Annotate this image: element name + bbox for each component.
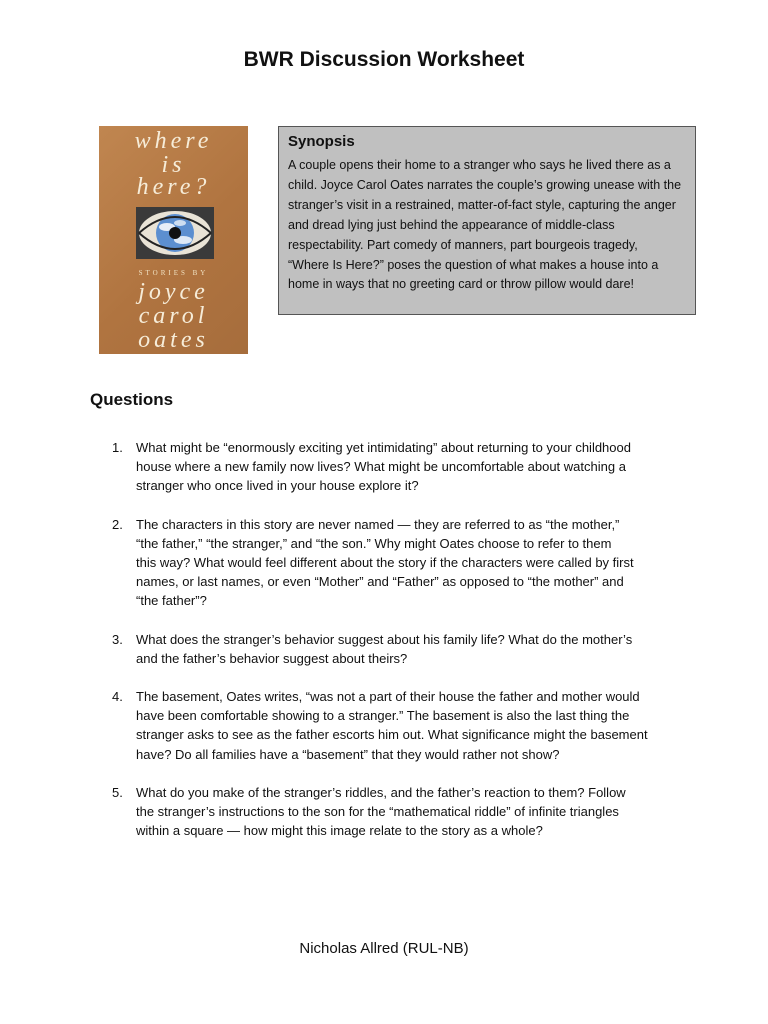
synopsis-box [278, 126, 696, 315]
synopsis-line: child. Joyce Carol Oates narrates the couple’s growing unease with the [288, 177, 682, 192]
synopsis-line: “Where Is Here?” poses the question of what makes a house into a [288, 257, 659, 272]
question-line: What might be “enormously exciting yet intimidating” about returning to your childhood [136, 440, 631, 455]
synopsis-heading: Synopsis [288, 133, 355, 150]
question-line: What do you make of the stranger’s riddles, and the father’s reaction to them? Follow [136, 784, 626, 800]
question-line: stranger asks to see as the father escorts him out. What significance might the basement [136, 727, 648, 743]
question-line: within a square — how might this image relate to the story as a whole? [136, 823, 543, 839]
synopsis-line: stranger’s visit in a restrained, matter-of-fact style, capturing the anger [288, 197, 676, 212]
eye-with-sky-icon [136, 207, 214, 259]
page-title: BWR Discussion Worksheet [243, 48, 525, 71]
synopsis-line: home in ways that no greeting card or throw pillow would dare! [288, 277, 635, 292]
questions-list [109, 438, 699, 840]
cover-title-line: is [161, 152, 186, 178]
question-line: the stranger’s instructions to the son for the “mathematical riddle” of infinite triangles [136, 804, 619, 820]
question-line: What does the stranger’s behavior suggest about his family life? What do the mother’s [136, 631, 633, 647]
cover-author-line: oates [138, 327, 209, 353]
cover-title-line: here? [136, 174, 211, 200]
synopsis-text [288, 156, 686, 295]
question-item [109, 630, 699, 668]
question-item [109, 438, 699, 496]
question-line: “the father,” “the stranger,” and “the son.” Why might Oates choose to refer to them [136, 535, 612, 551]
cover-author-line: carol [138, 303, 209, 329]
question-item [109, 515, 699, 611]
question-line: The characters in this story are never named — they are referred to as “the mother,” [136, 516, 620, 532]
book-cover-image [99, 126, 248, 354]
cover-byline: STORIES BY [138, 269, 209, 277]
question-line: have been comfortable showing to a stranger.” The basement is also the last thing the [136, 708, 630, 724]
question-line: house where a new family now lives? What might be uncomfortable about watching a [136, 459, 626, 475]
question-line: stranger who once lived in your house explore it? [136, 478, 419, 494]
author-footer: Nicholas Allred (RUL-NB) [299, 940, 469, 957]
question-line: have? Do all families have a “basement” that they would rather not show? [136, 746, 560, 762]
question-number: 3. [112, 631, 123, 647]
cover-title-line: where [134, 128, 213, 154]
cover-author-line: joyce [138, 279, 209, 305]
question-line: and the father’s behavior suggest about theirs? [136, 650, 408, 666]
synopsis-line: and dread lying just behind the appearance of middle-class [288, 217, 615, 232]
questions-heading: Questions [90, 390, 174, 409]
question-line: names, or last names, or even “Mother” and “Father” as opposed to “the mother” and [136, 574, 624, 590]
synopsis-line: respectability. Part comedy of manners, part bourgeois tragedy, [288, 237, 638, 252]
question-number: 2. [112, 516, 123, 532]
synopsis-line: A couple opens their home to a stranger who says he lived there as a [288, 158, 671, 172]
question-line: “the father”? [136, 593, 207, 609]
question-item [109, 783, 699, 841]
question-number: 5. [112, 784, 123, 800]
question-item [109, 687, 699, 764]
question-number: 1. [112, 440, 123, 455]
question-number: 4. [112, 689, 123, 705]
question-line: The basement, Oates writes, “was not a part of their house the father and mother would [136, 689, 640, 705]
question-line: this way? What would feel different about the story if the characters were called by first [136, 555, 634, 571]
